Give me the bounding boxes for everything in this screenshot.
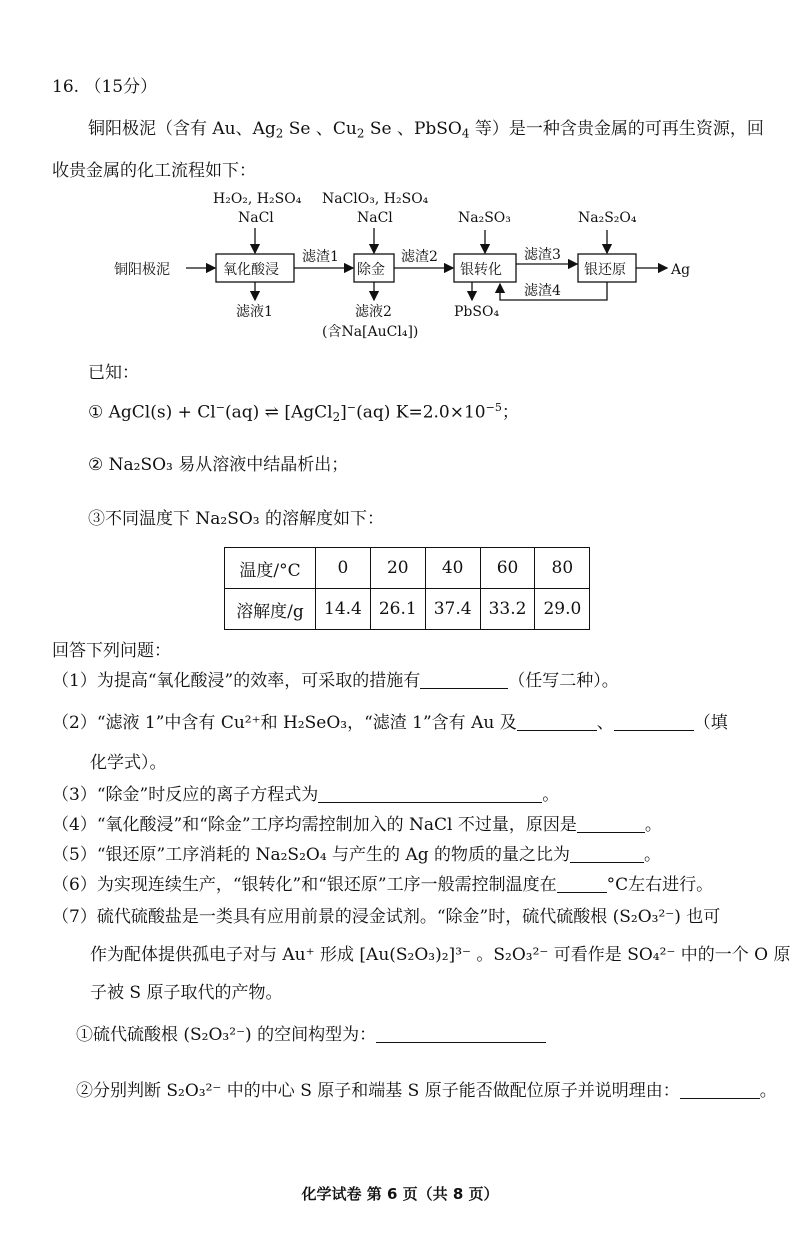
known-item-1: ① AgCl(s) + Cl−(aq) ⇌ [AgCl$_2$]−(aq) $K=2.0\times 10^{-5}$； <box>88 401 519 425</box>
flow-end: Ag <box>671 262 691 278</box>
answer-blank-q6[interactable] <box>557 892 607 893</box>
table-cell: 26.1 <box>370 589 425 630</box>
table-cell: 14.4 <box>316 589 371 630</box>
box-label-1: 氧化酸浸 <box>223 262 279 278</box>
question-number: 16. <box>52 77 80 97</box>
process-flow-diagram <box>0 180 800 350</box>
table-cell: 20 <box>370 548 425 589</box>
answer-blank-q7-1[interactable] <box>376 1042 546 1043</box>
q7-line1: （7）硫代硫酸盐是一类具有应用前景的浸金试剂。“除金”时，硫代硫酸根 (S₂O₃²⁻) 也可 <box>52 907 721 927</box>
table-row <box>225 548 590 589</box>
output-2-note: (含Na[AuCl₄]) <box>322 324 419 340</box>
answer-blank-q2a[interactable] <box>517 730 597 731</box>
arrow-label-3: 滤渣3 <box>524 247 561 263</box>
known-title: 已知： <box>88 363 139 383</box>
flow-start: 铜阳极泥 <box>114 262 170 278</box>
page-footer: 化学试卷 第 6 页（共 8 页） <box>301 1185 499 1203</box>
intro-line-1: 铜阳极泥（含有 Au、$Ag_2$ Se 、$Cu_2$ Se 、PbSO$_4$ 等）是一种含贵金属的可再生资源，回 <box>88 119 764 141</box>
answer-blank-q2b[interactable] <box>614 730 694 731</box>
q7-sub1: ①硫代硫酸根 (S₂O₃²⁻) 的空间构型为： <box>76 1024 546 1048</box>
table-cell: 80 <box>535 548 590 589</box>
arrow-label-4: 滤渣4 <box>524 283 561 299</box>
q3: （3）“除金”时反应的离子方程式为 。 <box>52 785 560 805</box>
table-header-temp: 温度/°C <box>225 548 316 589</box>
q5: （5）“银还原”工序消耗的 Na₂S₂O₄ 与产生的 Ag 的物质的量之比为 。 <box>52 845 662 865</box>
q7-sub2: ②分别判断 S₂O₃²⁻ 中的中心 S 原子和端基 S 原子能否做配位原子并说明理由： 。 <box>76 1081 777 1101</box>
q4: （4）“氧化酸浸”和“除金”工序均需控制加入的 NaCl 不过量，原因是 。 <box>52 815 662 835</box>
intro-line-2: 收贵金属的化工流程如下： <box>52 161 256 181</box>
answer-blank-q7-2[interactable] <box>680 1098 760 1099</box>
arrow-label-2: 滤渣2 <box>401 249 438 265</box>
table-cell: 29.0 <box>535 589 590 630</box>
table-cell: 0 <box>316 548 371 589</box>
table-header-solubility: 溶解度/g <box>225 589 316 630</box>
q2: （2）“滤液 1”中含有 Cu²⁺和 H₂SeO₃，“滤渣 1”含有 Au 及 、 （填 <box>52 713 728 733</box>
arrow-label-1: 滤渣1 <box>302 249 339 265</box>
question-score: （15分） <box>84 77 158 97</box>
answer-blank-q4[interactable] <box>577 832 645 833</box>
q2-line2: 化学式）。 <box>90 753 167 773</box>
table-cell: 33.2 <box>480 589 535 630</box>
output-3: PbSO₄ <box>454 304 500 320</box>
known-item-2: ② Na₂SO₃ 易从溶液中结晶析出； <box>88 455 349 475</box>
table-cell: 37.4 <box>425 589 480 630</box>
q1: （1）为提高“氧化酸浸”的效率，可采取的措施有 （任写二种）。 <box>52 671 619 691</box>
box-label-3: 银转化 <box>460 262 502 278</box>
reagent3: Na₂SO₃ <box>458 210 511 226</box>
q7-line3: 子被 S 原子取代的产物。 <box>90 983 283 1003</box>
reagent1-line2: NaCl <box>238 210 274 226</box>
reagent4: Na₂S₂O₄ <box>578 210 637 226</box>
question-header <box>52 76 157 100</box>
questions-header: 回答下列问题： <box>52 641 171 661</box>
known-item-3: ③不同温度下 Na₂SO₃ 的溶解度如下： <box>88 509 385 529</box>
answer-blank-q1[interactable] <box>420 688 508 689</box>
reagent2-line2: NaCl <box>357 210 393 226</box>
answer-blank-q3[interactable] <box>318 802 542 803</box>
answer-blank-q5[interactable] <box>570 862 644 863</box>
table-cell: 60 <box>480 548 535 589</box>
q6: （6）为实现连续生产，“银转化”和“银还原”工序一般需控制温度在 °C左右进行。 <box>52 875 714 895</box>
reagent1-line1: H₂O₂, H₂SO₄ <box>213 191 302 207</box>
box-label-2: 除金 <box>357 262 385 278</box>
solubility-table <box>224 547 590 630</box>
reagent2-line1: NaClO₃, H₂SO₄ <box>322 191 429 207</box>
q7-line2: 作为配体提供孤电子对与 Au⁺ 形成 [Au(S₂O₃)₂]³⁻ 。S₂O₃²⁻ 可看作是 SO₄²⁻ 中的一个 O 原 <box>90 945 791 965</box>
box-label-4: 银还原 <box>584 262 626 278</box>
table-row <box>225 589 590 630</box>
output-1: 滤液1 <box>236 304 273 320</box>
output-2: 滤液2 <box>355 304 392 320</box>
table-cell: 40 <box>425 548 480 589</box>
